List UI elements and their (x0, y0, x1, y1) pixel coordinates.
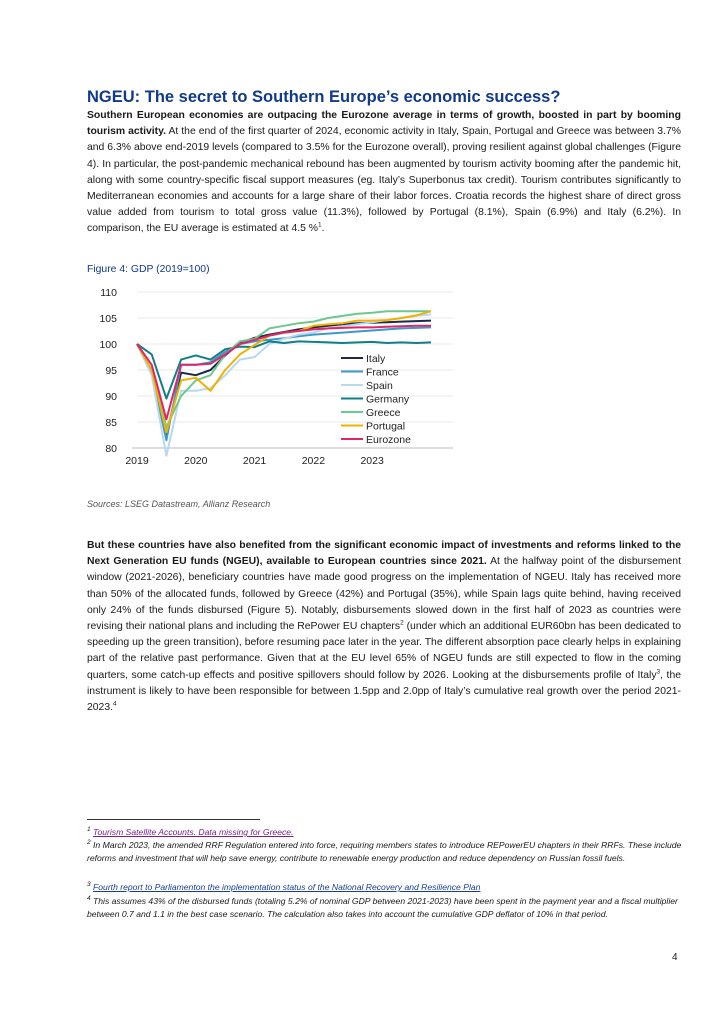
legend-label-eurozone: Eurozone (366, 434, 411, 446)
chart-legend (341, 353, 411, 446)
footnote-1-number: 1 (87, 826, 91, 834)
ngeu-body: At the halfway point of the disbursement window (2021-2026), beneficiary countries have made good progress on the implementation of NGEU. Italy has received more than 50% of the allocated funds, followed by Greece (42%) and Portugal (35%), while Spain lags quite behind, having received only 24% of the funds disbursed (Figure 5). Notably, disbursements slowed down in the first half of 2023 as countries were revising their national plans and including the RePower EU chapters (87, 556, 681, 633)
y-tick-label: 95 (105, 365, 117, 377)
footnote-2 (87, 839, 683, 865)
y-tick-label: 110 (100, 287, 117, 299)
legend-label-germany: Germany (366, 393, 410, 406)
ngeu-lead: But these countries have also benefited from the significant economic impact of investments and reforms linked to the Next Generation EU funds (NGEU), available to European countries since 2021. (87, 540, 681, 568)
figure-caption: Figure 4: GDP (2019=100) (87, 264, 210, 275)
chart-gridlines (137, 292, 453, 448)
ngeu-body-3: , the instrument is likely to have been responsible for between 1.5pp and 2.0pp of Italy’s cumulative real growth over the period 2021-2023. (87, 669, 681, 714)
legend-label-spain: Spain (366, 380, 393, 392)
page-number: 4 (672, 952, 678, 963)
y-tick-label: 90 (105, 391, 117, 403)
x-axis-ticks (125, 455, 384, 467)
footnote-divider (87, 819, 260, 820)
page-title: NGEU: The secret to Southern Europe’s economic success? (87, 88, 561, 106)
x-tick-label: 2019 (125, 455, 149, 467)
legend-label-italy: Italy (366, 353, 386, 365)
footnote-2-text: In March 2023, the amended RRF Regulation entered into force, requiring members states to introduce REPowerEU chapters in their RRFs. These include reforms and investment that will help save energy, contribute to renewable energy production and reduce dependency on Russian fossil fuels. (87, 840, 682, 864)
footnote-4-number: 4 (87, 895, 91, 903)
x-tick-label: 2020 (184, 455, 208, 467)
footnote-ref-2[interactable]: 2 (400, 619, 404, 627)
x-tick-label: 2021 (242, 455, 267, 467)
footnote-3-number: 3 (87, 881, 91, 889)
legend-label-portugal: Portugal (366, 420, 406, 433)
y-tick-label: 100 (99, 339, 117, 351)
y-tick-label: 85 (105, 417, 117, 429)
x-tick-label: 2022 (301, 455, 326, 467)
intro-paragraph (87, 108, 681, 238)
y-tick-label: 105 (99, 313, 117, 325)
footnote-ref-1[interactable]: 1 (318, 221, 322, 229)
legend-label-greece: Greece (366, 407, 401, 419)
footnote-ref-3[interactable]: 3 (656, 668, 661, 676)
footnote-2-number: 2 (87, 839, 91, 847)
y-axis-ticks (99, 287, 117, 455)
footnote-4 (87, 895, 683, 921)
x-tick-label: 2023 (360, 455, 384, 467)
footnote-4-text: This assumes 43% of the disbursed funds (totaling 5.2% of nominal GDP between 2021-2023) have been spent in the payment year and a fiscal multiplier between 0.7 and 1.1 in the best case scenario. The calculation also takes into account the cumulative GDP deflator of 10% in that period. (87, 896, 678, 920)
figure-source: Sources: LSEG Datastream, Allianz Research (87, 499, 271, 509)
footnote-3-link[interactable]: Fourth report to Parliamenton the implementation status of the National Recovery and Resilience Plan (93, 882, 481, 892)
ngeu-paragraph (87, 538, 681, 716)
gdp-line-chart (87, 280, 467, 470)
legend-label-france: France (366, 366, 399, 379)
intro-end: . (321, 223, 325, 235)
y-tick-label: 80 (105, 443, 117, 455)
footnote-ref-4[interactable]: 4 (113, 700, 117, 708)
intro-lead: Southern European economies are outpacing the Eurozone average in terms of growth, boosted in part by booming tourism activity. (87, 110, 681, 138)
footnote-1-link[interactable]: Tourism Satellite Accounts. Data missing for Greece. (93, 827, 294, 837)
intro-body: At the end of the first quarter of 2024, economic activity in Italy, Spain, Portugal and Greece was between 3.7% and 6.3% above end-2019 levels (compared to 3.5% for the Eurozone overall), proving resilient against global challenges (Figure 4). In particular, the post-pandemic mechanical rebound has been augmented by tourism activity booming after the pandemic hit, along with some country-specific fiscal support measures (eg. Italy’s Superbonus tax credit). Tourism contributes significantly to Mediterranean economies and accounts for a large share of their labor forces. Croatia records the highest share of direct gross value added from tourism to total gross value (11.3%), followed by Portugal (8.1%), Spain (6.9%) and Italy (6.2%). In comparison, the EU average is estimated at 4.5 % (87, 126, 681, 235)
ngeu-body-2: (under which an additional EUR60bn has been dedicated to speeding up the green transition), before resuming pace later in the year. The different absorption pace clearly helps in explaining part of the relative past performance. Given that at the EU level 65% of NGEU funds are still expected to flow in the coming quarters, some catch-up effects and positive spillovers should follow by 2026. Looking at the disbursements profile of Italy (87, 621, 681, 681)
footnote-3 (87, 881, 683, 894)
footnote-1 (87, 826, 683, 839)
